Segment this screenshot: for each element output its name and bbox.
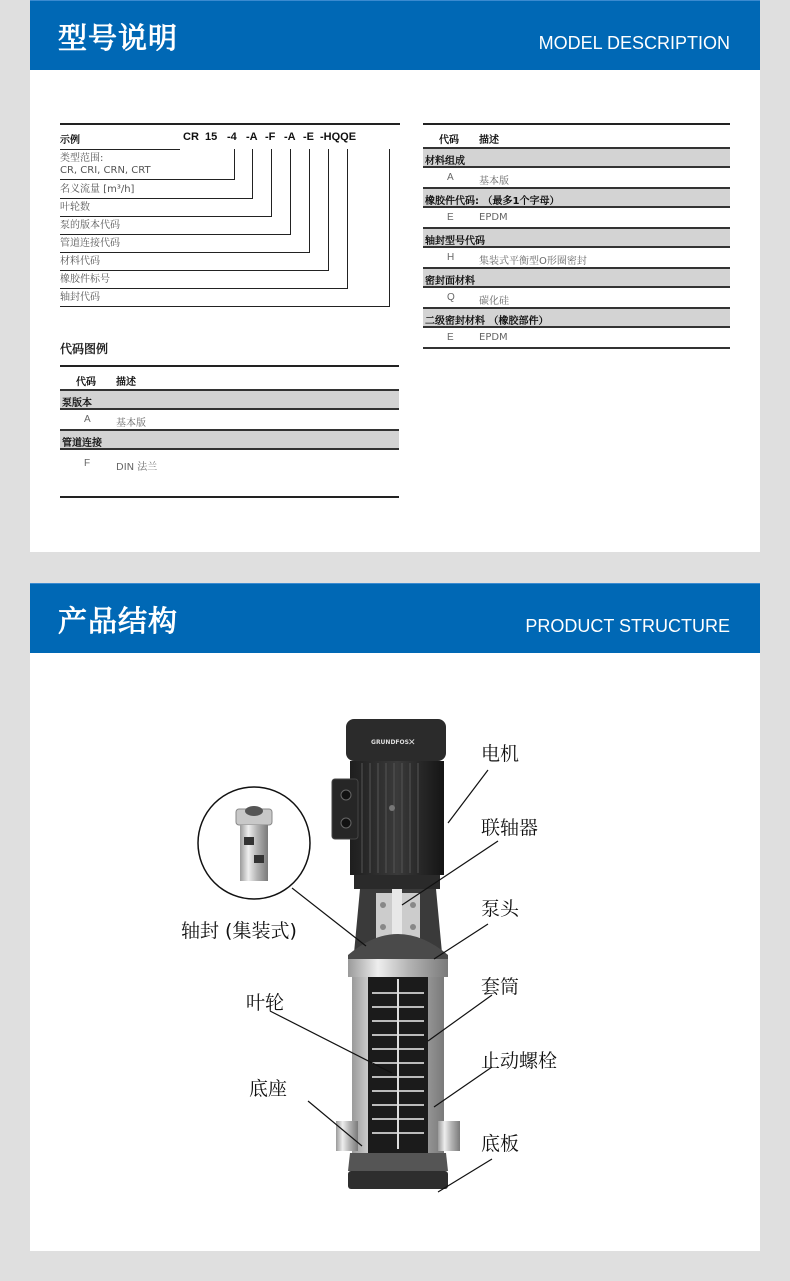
callout-coupling: 联轴器 (481, 817, 539, 839)
table-group: 二级密封材料 （橡胶部件） (423, 309, 730, 328)
table-row: A 基本版 (423, 168, 730, 189)
divider (60, 149, 180, 150)
callout-shaft-seal: 轴封 (集装式) (181, 920, 297, 942)
code-segment: -E (303, 131, 314, 143)
table-row: F DIN 法兰 (84, 458, 158, 473)
divider (60, 123, 400, 125)
callout-pump-head: 泵头 (481, 898, 520, 920)
code-segment: -A (284, 131, 296, 143)
code-segment: -A (246, 131, 258, 143)
field-label-impeller-count: 叶轮数 (60, 202, 90, 213)
code-segment: -4 (227, 131, 237, 143)
callout-base-plate: 底板 (481, 1133, 520, 1155)
model-description-panel (30, 0, 760, 552)
table-row: H 集装式平衡型O形圈密封 (423, 248, 730, 269)
code-legend-table-right (423, 123, 730, 349)
table-group: 管道连接 (60, 431, 399, 450)
pump-cutaway-illustration (30, 583, 760, 1251)
table-group: 材料组成 (423, 149, 730, 168)
table-group: 密封面材料 (423, 269, 730, 288)
table-row: E EPDM (423, 208, 730, 229)
section-title-cn: 型号说明 (58, 21, 179, 55)
section-title-cn: 产品结构 (58, 604, 179, 638)
field-label-type-range: 类型范围: CR, CRI, CRN, CRT (60, 153, 151, 176)
field-label-material: 材料代码 (60, 256, 100, 267)
section-title-en: PRODUCT STRUCTURE (525, 616, 730, 636)
field-label-rubber-parts: 橡胶件标号 (60, 274, 110, 285)
table-header: 代码 描述 (423, 125, 730, 149)
model-code-example-diagram (60, 123, 400, 313)
table-group: 泵版本 (60, 391, 399, 410)
table-row: Q 碳化硅 (423, 288, 730, 309)
code-segment: -F (265, 131, 276, 143)
model-description-banner (30, 0, 760, 70)
callout-impeller: 叶轮 (246, 992, 285, 1014)
code-legend-title: 代码图例 (60, 342, 109, 356)
callout-motor: 电机 (481, 743, 520, 765)
motor-icon (332, 719, 446, 889)
code-segment: -HQQE (320, 131, 357, 143)
svg-text:✕: ✕ (408, 738, 416, 748)
callout-base: 底座 (249, 1078, 288, 1100)
field-label-nominal-flow: 名义流量 [m³/h] (60, 184, 135, 195)
section-title-en: MODEL DESCRIPTION (538, 33, 730, 53)
table-row: E EPDM (423, 328, 730, 349)
example-label: 示例 (60, 135, 80, 146)
shaft-seal-detail-icon (198, 787, 310, 899)
product-structure-panel (30, 583, 760, 1251)
field-label-pump-version: 泵的版本代码 (60, 220, 120, 231)
field-label-pipe-connection: 管道连接代码 (60, 238, 120, 249)
code-legend-table-left (60, 365, 399, 498)
callout-sleeve: 套筒 (481, 976, 520, 998)
field-label-shaft-seal: 轴封代码 (60, 292, 100, 303)
table-row: A 基本版 (60, 410, 399, 431)
svg-text:GRUNDFOS: GRUNDFOS (371, 739, 409, 746)
table-header: 代码 描述 (60, 367, 399, 391)
code-segment: 15 (205, 131, 218, 143)
table-group: 轴封型号代码 (423, 229, 730, 248)
callout-stop-bolt: 止动螺栓 (481, 1050, 558, 1072)
code-segment: CR (183, 131, 199, 143)
table-group: 橡胶件代码: （最多1个字母） (423, 189, 730, 208)
